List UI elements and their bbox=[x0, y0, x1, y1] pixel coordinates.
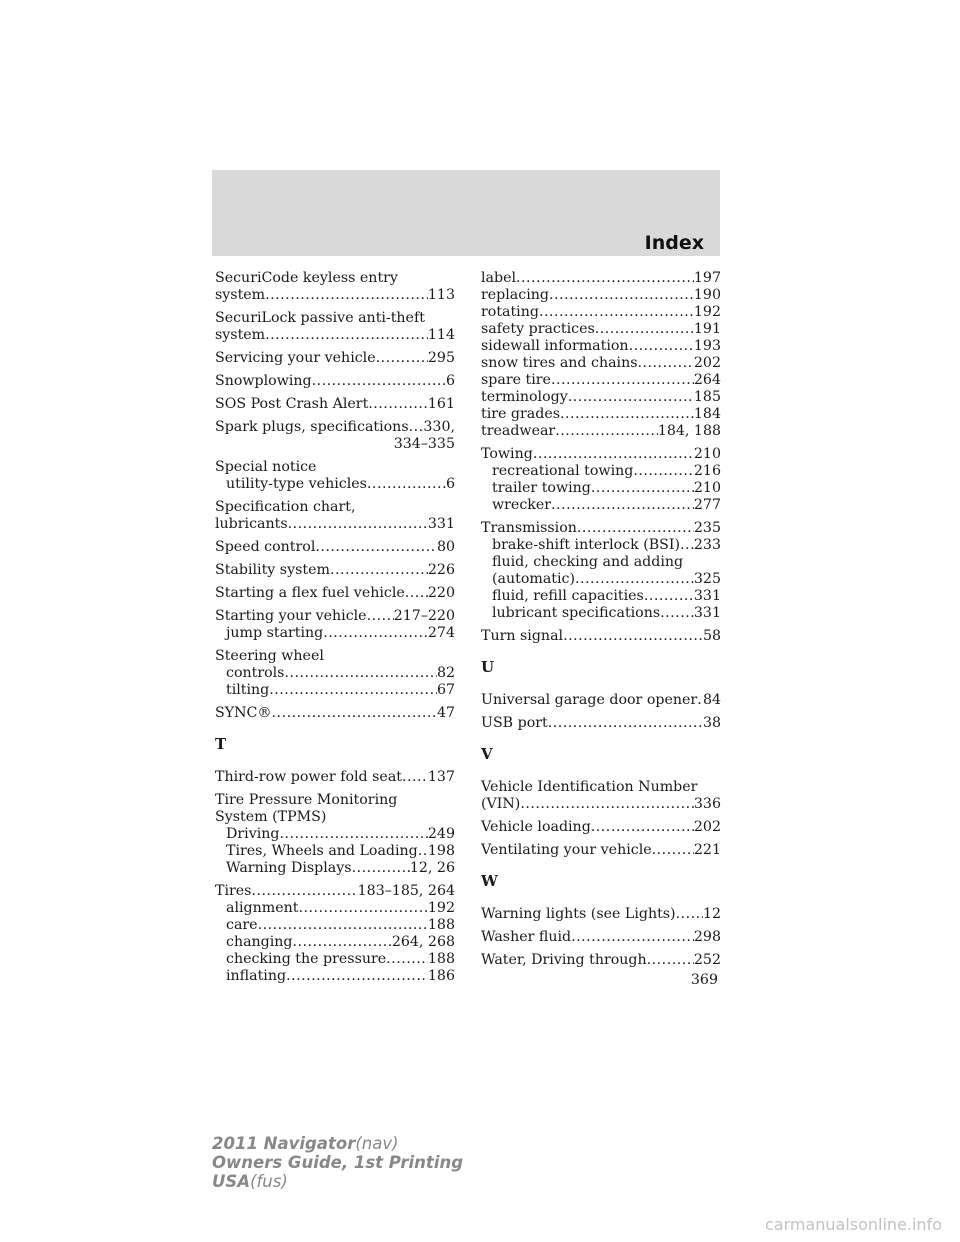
index-line bbox=[481, 520, 721, 537]
index-line bbox=[215, 769, 455, 786]
leader-dots bbox=[520, 796, 694, 813]
index-page-ref: 198 bbox=[427, 843, 455, 859]
index-term-line: System (TPMS) bbox=[215, 809, 327, 825]
leader-dots bbox=[591, 480, 694, 497]
leader-dots bbox=[533, 446, 694, 463]
index-letter-heading: T bbox=[215, 735, 227, 753]
index-page-ref: 80 bbox=[436, 539, 455, 555]
index-term: Transmission bbox=[481, 520, 577, 536]
index-term-line: Tire Pressure Monitoring bbox=[215, 792, 398, 808]
index-subentry bbox=[481, 406, 721, 423]
leader-dots bbox=[269, 682, 437, 699]
index-page-ref: 82 bbox=[436, 665, 455, 681]
index-term: sidewall information bbox=[481, 338, 629, 354]
leader-dots bbox=[647, 952, 694, 969]
index-page-ref: 191 bbox=[693, 321, 721, 337]
index-page-ref: 114 bbox=[427, 327, 455, 343]
leader-dots bbox=[368, 396, 428, 413]
index-page-ref: 6 bbox=[445, 373, 455, 389]
leader-dots bbox=[560, 406, 694, 423]
index-page-ref: 325 bbox=[693, 571, 721, 587]
leader-dots bbox=[323, 625, 428, 642]
index-line bbox=[481, 842, 721, 859]
index-term: safety practices bbox=[481, 321, 595, 337]
leader-dots bbox=[279, 826, 427, 843]
index-line bbox=[481, 692, 721, 709]
index-letter-heading: U bbox=[481, 658, 495, 676]
index-term: brake-shift interlock (BSI) bbox=[492, 537, 681, 553]
index-line bbox=[215, 883, 455, 900]
index-entry bbox=[215, 396, 455, 413]
footer-guide: Owners Guide, 1st Printing bbox=[212, 1153, 464, 1172]
leader-dots bbox=[315, 539, 437, 556]
index-page-ref: 274 bbox=[427, 625, 455, 641]
index-column-left bbox=[215, 270, 455, 991]
index-term: care bbox=[226, 917, 258, 933]
leader-dots bbox=[298, 900, 427, 917]
index-page-ref: 221 bbox=[693, 842, 721, 858]
footer-model: 2011 Navigator bbox=[212, 1134, 356, 1153]
index-line bbox=[481, 819, 721, 836]
index-term-line: Specification chart, bbox=[215, 499, 356, 515]
index-page-ref: 295 bbox=[427, 350, 455, 366]
index-subentry bbox=[481, 304, 721, 321]
index-subentry bbox=[215, 665, 455, 682]
index-term: inflating bbox=[226, 968, 287, 984]
index-entry bbox=[215, 270, 455, 304]
index-line bbox=[215, 705, 455, 722]
index-subentry bbox=[215, 934, 455, 951]
index-term-line: Steering wheel bbox=[215, 648, 324, 664]
index-term: Speed control bbox=[215, 539, 316, 555]
index-term-line: Vehicle Identification Number bbox=[481, 779, 698, 795]
leader-dots bbox=[551, 372, 694, 389]
index-page-ref: 58 bbox=[702, 628, 721, 644]
index-line bbox=[215, 562, 455, 579]
index-term: Driving bbox=[226, 826, 280, 842]
index-page-ref: 38 bbox=[702, 715, 721, 731]
index-subentry bbox=[481, 338, 721, 355]
leader-dots bbox=[251, 883, 357, 900]
index-line bbox=[481, 929, 721, 946]
index-term: trailer towing bbox=[492, 480, 591, 496]
index-term: jump starting bbox=[226, 625, 324, 641]
leader-dots bbox=[549, 287, 694, 304]
index-subentry bbox=[481, 321, 721, 338]
index-entry bbox=[215, 883, 455, 985]
leader-dots bbox=[676, 906, 703, 923]
leader-dots bbox=[571, 929, 694, 946]
index-entry bbox=[215, 585, 455, 602]
index-page-ref: 197 bbox=[693, 270, 721, 286]
index-term: Towing bbox=[481, 446, 533, 462]
index-term: Water, Driving through bbox=[481, 952, 647, 968]
index-term: Third-row power fold seat bbox=[215, 769, 402, 785]
index-entry bbox=[481, 692, 721, 709]
index-letter-heading: V bbox=[481, 745, 493, 763]
leader-dots bbox=[386, 951, 428, 968]
index-page-ref: 210 bbox=[693, 480, 721, 496]
index-subentry bbox=[481, 605, 721, 622]
index-page-ref: 161 bbox=[427, 396, 455, 412]
leader-dots bbox=[312, 373, 446, 390]
index-entry bbox=[481, 842, 721, 859]
index-term-line: SecuriLock passive anti-theft bbox=[215, 310, 425, 326]
index-term: lubricant specifications bbox=[492, 605, 661, 621]
index-page-ref: 192 bbox=[427, 900, 455, 916]
index-page-ref: 336 bbox=[693, 796, 721, 812]
index-term: controls bbox=[226, 665, 285, 681]
leader-dots bbox=[629, 338, 694, 355]
index-subentry bbox=[481, 372, 721, 389]
index-page-ref: 210 bbox=[693, 446, 721, 462]
index-page-ref: 188 bbox=[427, 917, 455, 933]
index-page-ref: 331 bbox=[693, 605, 721, 621]
leader-dots bbox=[418, 843, 428, 860]
index-page-ref-cont: 334–335 bbox=[393, 436, 455, 452]
index-entry bbox=[215, 562, 455, 579]
leader-dots bbox=[516, 270, 694, 287]
index-line bbox=[215, 539, 455, 556]
index-page-ref: 217–220 bbox=[393, 608, 455, 624]
index-entry bbox=[481, 270, 721, 440]
index-line bbox=[481, 446, 721, 463]
leader-dots bbox=[272, 705, 437, 722]
index-term: Spark plugs, specifications bbox=[215, 419, 409, 435]
index-term: tire grades bbox=[481, 406, 561, 422]
index-term: USB port bbox=[481, 715, 548, 731]
index-page-ref: 202 bbox=[693, 819, 721, 835]
index-term: recreational towing bbox=[492, 463, 634, 479]
index-term: spare tire bbox=[481, 372, 551, 388]
index-page-ref: 47 bbox=[436, 705, 455, 721]
leader-dots bbox=[402, 769, 428, 786]
leader-dots bbox=[258, 917, 428, 934]
leader-dots bbox=[265, 327, 428, 344]
index-subentry bbox=[215, 900, 455, 917]
index-line bbox=[215, 419, 455, 436]
leader-dots bbox=[595, 321, 694, 338]
index-subentry bbox=[481, 480, 721, 497]
index-page-ref: 264, 268 bbox=[391, 934, 455, 950]
index-term: Starting your vehicle bbox=[215, 608, 367, 624]
index-term: snow tires and chains bbox=[481, 355, 638, 371]
index-page-ref: 331 bbox=[693, 588, 721, 604]
index-page-ref: 186 bbox=[427, 968, 455, 984]
index-term: SOS Post Crash Alert bbox=[215, 396, 369, 412]
index-page-ref: 330, bbox=[423, 419, 455, 435]
index-subentry bbox=[481, 463, 721, 480]
index-line bbox=[215, 396, 455, 413]
index-line bbox=[215, 608, 455, 625]
index-subentry bbox=[481, 287, 721, 304]
index-term: system bbox=[215, 287, 266, 303]
index-subentry bbox=[215, 843, 455, 860]
leader-dots bbox=[680, 537, 694, 554]
index-term: system bbox=[215, 327, 266, 343]
index-term: Starting a flex fuel vehicle bbox=[215, 585, 405, 601]
index-entry bbox=[481, 520, 721, 622]
index-page-ref: 12, 26 bbox=[409, 860, 455, 876]
leader-dots bbox=[633, 463, 694, 480]
index-entry bbox=[215, 459, 455, 493]
leader-dots bbox=[652, 842, 694, 859]
leader-dots bbox=[660, 605, 694, 622]
index-term: Universal garage door opener bbox=[481, 692, 698, 708]
index-term: utility-type vehicles bbox=[226, 476, 367, 492]
index-page-ref: 113 bbox=[427, 287, 455, 303]
leader-dots bbox=[644, 588, 694, 605]
index-subentry bbox=[481, 537, 721, 554]
index-entry bbox=[215, 350, 455, 367]
index-page-ref: 277 bbox=[693, 497, 721, 513]
index-line bbox=[215, 350, 455, 367]
index-term: alignment bbox=[226, 900, 299, 916]
index-term: wrecker bbox=[492, 497, 552, 513]
index-page-ref: 184, 188 bbox=[657, 423, 721, 439]
index-entry bbox=[481, 906, 721, 923]
leader-dots bbox=[555, 423, 658, 440]
index-page-ref: 183–185, 264 bbox=[357, 883, 455, 899]
leader-dots bbox=[367, 476, 446, 493]
index-line bbox=[215, 516, 455, 533]
index-term: replacing bbox=[481, 287, 549, 303]
index-entry bbox=[481, 779, 721, 813]
index-page-ref: 6 bbox=[445, 476, 455, 492]
leader-dots bbox=[409, 419, 424, 436]
index-page-ref: 220 bbox=[427, 585, 455, 601]
leader-dots bbox=[591, 819, 694, 836]
index-line bbox=[215, 476, 455, 493]
index-term: lubricants bbox=[215, 516, 288, 532]
index-entry bbox=[481, 446, 721, 514]
index-line bbox=[215, 373, 455, 390]
index-line bbox=[481, 952, 721, 969]
index-entry bbox=[215, 792, 455, 877]
index-term-line: Special notice bbox=[215, 459, 317, 475]
index-term: tilting bbox=[226, 682, 270, 698]
index-page-ref: 233 bbox=[693, 537, 721, 553]
leader-dots bbox=[568, 389, 694, 406]
leader-dots bbox=[330, 562, 428, 579]
index-page-ref: 235 bbox=[693, 520, 721, 536]
leader-dots bbox=[367, 608, 394, 625]
index-term: Tires, Wheels and Loading bbox=[226, 843, 418, 859]
leader-dots bbox=[286, 968, 428, 985]
index-subentry bbox=[215, 917, 455, 934]
index-subentry bbox=[215, 951, 455, 968]
index-term: Servicing your vehicle bbox=[215, 350, 376, 366]
index-entry bbox=[215, 608, 455, 642]
index-subentry bbox=[481, 389, 721, 406]
index-term: Warning Displays bbox=[226, 860, 352, 876]
index-page-ref: 67 bbox=[436, 682, 455, 698]
index-entry bbox=[215, 705, 455, 722]
index-page-ref: 252 bbox=[693, 952, 721, 968]
index-term: Tires bbox=[215, 883, 252, 899]
index-term: Stability system bbox=[215, 562, 330, 578]
index-line bbox=[481, 715, 721, 732]
leader-dots bbox=[638, 355, 694, 372]
index-header-band bbox=[212, 170, 720, 256]
index-page-ref: 298 bbox=[693, 929, 721, 945]
index-page-ref: 184 bbox=[693, 406, 721, 422]
leader-dots bbox=[548, 715, 703, 732]
index-subentry bbox=[481, 355, 721, 372]
index-column-right bbox=[481, 270, 721, 975]
index-line bbox=[481, 628, 721, 645]
index-page-ref: 226 bbox=[427, 562, 455, 578]
watermark: carmanualsonline.info bbox=[764, 1215, 942, 1234]
index-entry bbox=[481, 819, 721, 836]
leader-dots bbox=[265, 287, 428, 304]
index-entry bbox=[215, 419, 455, 453]
leader-dots bbox=[563, 628, 703, 645]
index-entry bbox=[215, 539, 455, 556]
index-subentry bbox=[481, 270, 721, 287]
leader-dots bbox=[575, 571, 694, 588]
index-subentry bbox=[215, 968, 455, 985]
index-page-ref: 264 bbox=[693, 372, 721, 388]
index-term: SYNC® bbox=[215, 705, 272, 721]
index-page-ref: 84 bbox=[702, 692, 721, 708]
index-term: (VIN) bbox=[481, 796, 521, 812]
index-subterm-line: fluid, checking and adding bbox=[492, 554, 684, 570]
index-term: Warning lights (see Lights) bbox=[481, 906, 676, 922]
index-entry bbox=[215, 499, 455, 533]
index-entry bbox=[215, 373, 455, 390]
index-line bbox=[481, 796, 721, 813]
index-term-line: SecuriCode keyless entry bbox=[215, 270, 398, 286]
leader-dots bbox=[376, 350, 428, 367]
index-term: terminology bbox=[481, 389, 568, 405]
index-entry bbox=[481, 628, 721, 645]
index-page-ref: 202 bbox=[693, 355, 721, 371]
index-line bbox=[215, 585, 455, 602]
leader-dots bbox=[352, 860, 410, 877]
index-term: Snowplowing bbox=[215, 373, 312, 389]
index-term: changing bbox=[226, 934, 293, 950]
footer-market-code: (fus) bbox=[250, 1172, 288, 1191]
index-term: Turn signal bbox=[481, 628, 564, 644]
index-subentry bbox=[215, 682, 455, 699]
index-subentry bbox=[215, 625, 455, 642]
index-line bbox=[215, 287, 455, 304]
index-term: (automatic) bbox=[492, 571, 576, 587]
leader-dots bbox=[293, 934, 392, 951]
index-page-ref: 193 bbox=[693, 338, 721, 354]
leader-dots bbox=[551, 497, 694, 514]
leader-dots bbox=[284, 665, 436, 682]
index-subentry bbox=[481, 571, 721, 588]
index-entry bbox=[215, 769, 455, 786]
index-entry bbox=[215, 310, 455, 344]
index-title: Index bbox=[644, 232, 704, 254]
index-term: Washer fluid bbox=[481, 929, 572, 945]
index-subentry bbox=[481, 423, 721, 440]
index-page-ref: 185 bbox=[693, 389, 721, 405]
index-term: Vehicle loading bbox=[481, 819, 591, 835]
index-page-ref: 192 bbox=[693, 304, 721, 320]
index-subentry bbox=[481, 497, 721, 514]
index-line bbox=[215, 327, 455, 344]
index-page-ref: 137 bbox=[427, 769, 455, 785]
index-subentry bbox=[481, 588, 721, 605]
index-line bbox=[481, 906, 721, 923]
leader-dots bbox=[539, 304, 694, 321]
leader-dots bbox=[405, 585, 428, 602]
index-page-ref: 12 bbox=[702, 906, 721, 922]
index-page-ref: 188 bbox=[427, 951, 455, 967]
leader-dots bbox=[288, 516, 428, 533]
index-page-ref: 331 bbox=[427, 516, 455, 532]
index-letter-heading: W bbox=[481, 872, 498, 890]
index-entry bbox=[481, 715, 721, 732]
index-page-ref: 216 bbox=[693, 463, 721, 479]
index-term: Ventilating your vehicle bbox=[481, 842, 652, 858]
footer bbox=[212, 1134, 463, 1191]
footer-model-code: (nav) bbox=[355, 1134, 399, 1153]
index-term: rotating bbox=[481, 304, 539, 320]
index-subentry bbox=[215, 860, 455, 877]
index-page-ref: 190 bbox=[693, 287, 721, 303]
index-term: checking the pressure bbox=[226, 951, 387, 967]
index-entry bbox=[481, 929, 721, 946]
index-page-ref: 249 bbox=[427, 826, 455, 842]
footer-market: USA bbox=[212, 1172, 251, 1191]
index-term: label bbox=[481, 270, 517, 286]
index-entry bbox=[481, 952, 721, 969]
index-entry bbox=[215, 648, 455, 699]
index-term: treadwear bbox=[481, 423, 556, 439]
index-subentry bbox=[215, 826, 455, 843]
index-term: fluid, refill capacities bbox=[492, 588, 644, 604]
leader-dots bbox=[577, 520, 694, 537]
page-number: 369 bbox=[690, 972, 718, 988]
